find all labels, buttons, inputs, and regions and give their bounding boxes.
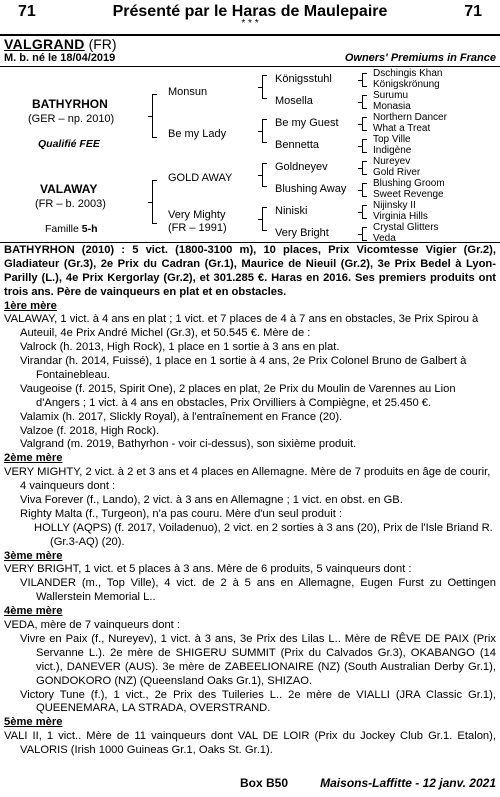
fourth-dam-record: VEDA, mère de 7 vainqueurs dont : bbox=[4, 619, 180, 632]
gen4-6: What a Treat bbox=[373, 123, 431, 134]
gen2-dam-dam-origin: (FR – 1991) bbox=[168, 222, 227, 234]
gen4-4: Monasia bbox=[373, 101, 411, 112]
produce-5: Valzoe (f. 2018, High Rock). bbox=[20, 424, 160, 437]
gen3-5: Goldneyev bbox=[275, 161, 328, 173]
page-footer bbox=[0, 776, 500, 796]
section-second-dam: 2ème mère bbox=[4, 452, 63, 465]
horse-description: M. b. né le 18/04/2019 Owners' Premiums in France bbox=[4, 52, 496, 64]
brace-g3-2 bbox=[362, 95, 367, 109]
gen2-dam-dam: Very Mighty bbox=[168, 209, 226, 221]
gen3-4: Bennetta bbox=[275, 139, 320, 151]
brace-g2-4 bbox=[262, 207, 267, 231]
section-fourth-dam: 4ème mère bbox=[4, 605, 63, 618]
brace-g3-1 bbox=[362, 73, 367, 87]
gen4-7: Top Ville bbox=[373, 134, 411, 145]
gen2-sire-dam: Be my Lady bbox=[168, 128, 227, 140]
produce-4: Valamix (h. 2017, Slickly Royal), à l'entraînement en France (20). bbox=[20, 410, 343, 423]
gen4-16: Veda bbox=[373, 233, 396, 244]
lot-number-left: 71 bbox=[18, 3, 36, 20]
stars-divider: * * * bbox=[241, 18, 259, 29]
produce-6: Valgrand (m. 2019, Bathyrhon - voir ci-dessus), son sixième produit. bbox=[20, 438, 357, 451]
box-number: Box B50 bbox=[240, 776, 289, 790]
brace-g3-4 bbox=[362, 139, 367, 153]
brace-g2-3 bbox=[262, 163, 267, 187]
pedigree-table bbox=[0, 68, 500, 244]
second-dam-produce-1: Viva Forever (f., Lando), 2 vict. à 3 ans en Allemagne ; 1 vict. en obst. en GB. bbox=[20, 494, 403, 507]
pedigree-rule bbox=[0, 242, 500, 243]
first-dam-record: VALAWAY, 1 vict. à 4 ans en plat ; 1 vict. et 7 places de 4 à 7 ans en obstacles, 3e Prix Spirou à Auteuil, 4e Prix André Michel (Gr.3), et 50.545 €. Mère de : bbox=[4, 313, 479, 340]
gen3-1: Königsstuhl bbox=[275, 73, 332, 85]
produce-3: Vaugeoise (f. 2015, Spirit One), 2 places en plat, 2e Prix du Moulin de Varennes au Lion d'Angers ; 1 vict. à 4 ans en obstacles, Prix Orvilliers à Compiègne, et 25.450 €. bbox=[20, 382, 456, 409]
produce-1: Valrock (h. 2013, High Rock), 1 place en 1 sortie à 3 ans en plat. bbox=[20, 341, 340, 354]
produce-2: Virandar (h. 2014, Fuissé), 1 place en 1 sortie à 4 ans, 2e Prix Colonel Bruno de Galbert à Fontainebleau. bbox=[20, 355, 467, 382]
third-dam-produce-1: VILANDER (m., Top Ville), 4 vict. de 2 à 5 ans en Allemagne, Eugen Furst zu Oettingen Wallerstein Memorial L.. bbox=[20, 577, 496, 604]
section-fifth-dam: 5ème mère bbox=[4, 716, 63, 729]
lot-number-right: 71 bbox=[464, 3, 482, 20]
section-third-dam: 3ème mère bbox=[4, 549, 63, 562]
dam-family: Famille 5-h bbox=[45, 223, 98, 235]
dam-origin: (FR – b. 2003) bbox=[35, 198, 106, 210]
gen4-12: Sweet Revenge bbox=[373, 189, 444, 200]
brace-g3-6 bbox=[362, 183, 367, 197]
sire-origin: (GER – np. 2010) bbox=[28, 113, 115, 125]
gen3-3: Be my Guest bbox=[275, 117, 339, 129]
gen4-5: Northern Dancer bbox=[373, 112, 447, 123]
gen3-2: Mosella bbox=[275, 95, 313, 107]
gen3-8: Very Bright bbox=[275, 227, 329, 239]
gen2-sire-sire: Monsun bbox=[168, 86, 208, 98]
gen4-9: Nureyev bbox=[373, 156, 411, 167]
gen4-2: Königskrönung bbox=[373, 79, 440, 90]
sire-qualification: Qualifié FEE bbox=[38, 138, 100, 150]
gen4-3: Surumu bbox=[373, 90, 409, 101]
header-rule bbox=[0, 66, 500, 67]
owners-premiums: Owners' Premiums in France bbox=[344, 52, 496, 64]
gen3-6: Blushing Away bbox=[275, 183, 347, 195]
gen4-8: Indigène bbox=[373, 145, 412, 156]
brace-g3-7 bbox=[362, 205, 367, 219]
gen4-11: Blushing Groom bbox=[373, 178, 445, 189]
sire-summary: BATHYRHON (2010) : 5 vict. (1800-3100 m), 10 places, Prix Vicomtesse Vigier (Gr.2), Gladiateur (Gr.3), 2e Prix du Cadran (Gr.1), Maurice de Nieuil (Gr.2), 3e Prix Bedel à Lyon-Parilly (L.), 4e Prix Kergorlay (Gr.2), et 301.285 €. Haras en 2016. Ses premiers produits ont trois ans. Père de vainqueurs en plat et en obstacles. bbox=[4, 244, 496, 298]
gen4-1: Dschingis Khan bbox=[373, 68, 443, 79]
sire-name: BATHYRHON bbox=[32, 97, 108, 111]
section-first-dam: 1ère mère bbox=[4, 299, 57, 312]
second-dam-record: VERY MIGHTY, 2 vict. à 2 et 3 ans et 4 places en Allemagne. Mère de 7 produits en âge de courir, 4 vainqueurs dont : bbox=[4, 466, 491, 493]
brace-sire bbox=[152, 94, 157, 138]
second-dam-grandproduce: HOLLY (AQPS) (f. 2017, Voiladenuo), 2 vict. en 2 sorties à 3 ans (20), Prix de l'Isle Briand R. (Gr.3-AQ) (20). bbox=[34, 521, 493, 548]
gen4-10: Gold River bbox=[373, 167, 421, 178]
brace-g3-5 bbox=[362, 161, 367, 175]
second-dam-produce-2: Righty Malta (f., Turgeon), n'a pas couru. Mère d'un seul produit : bbox=[20, 507, 343, 520]
brace-g2-2 bbox=[262, 119, 267, 143]
catalogue-body bbox=[4, 244, 496, 758]
sale-place-date: Maisons-Laffitte - 12 janv. 2021 bbox=[320, 776, 496, 790]
dam-name: VALAWAY bbox=[40, 182, 98, 196]
gen4-15: Crystal Glitters bbox=[373, 222, 439, 233]
brace-dam bbox=[152, 180, 157, 224]
third-dam-record: VERY BRIGHT, 1 vict. et 5 places à 3 ans. Mère de 6 produits, 5 vainqueurs dont : bbox=[4, 563, 412, 576]
horse-name: VALGRAND (FR) bbox=[4, 36, 117, 52]
fourth-dam-produce-2: Victory Tune (f.), 1 vict., 2e Prix des Tuileries L.. 2e mère de VIALLI (JRA Classic Gr.1), QUEENEMARA, LA STRADA, OVERSTRAND. bbox=[20, 688, 496, 715]
brace-g3-8 bbox=[362, 227, 367, 241]
gen3-7: Niniski bbox=[275, 205, 308, 217]
gen4-13: Nijinsky II bbox=[373, 200, 416, 211]
page-title: Présenté par le Haras de Maulepaire bbox=[112, 3, 388, 20]
brace-g2-1 bbox=[262, 75, 267, 99]
fourth-dam-produce-1: Vivre en Paix (f., Nureyev), 1 vict. à 3 ans, 3e Prix des Lilas L.. Mère de RÊVE DE PAIX (Prix Servanne L.). 2e mère de SHIGERU SUMMIT (Prix du Calvados Gr.3), OKABANGO (14 vict.), DANEVER (AUS). 3e mère de ZABEELIONAIRE (NZ) (South Australian Derby Gr.1), GONDOKORO (NZ) (Queensland Oaks Gr.1), SHIZAO. bbox=[20, 632, 496, 687]
fifth-dam-record: VALI II, 1 vict.. Mère de 11 vainqueurs dont VAL DE LOIR (Prix du Jockey Club Gr.1. Etalon), VALORIS (Irish 1000 Guineas Gr.1, Oaks St. Gr.1). bbox=[4, 730, 496, 757]
gen2-dam-sire: GOLD AWAY bbox=[168, 172, 233, 184]
gen4-14: Virginia Hills bbox=[373, 211, 428, 222]
brace-g3-3 bbox=[362, 117, 367, 131]
